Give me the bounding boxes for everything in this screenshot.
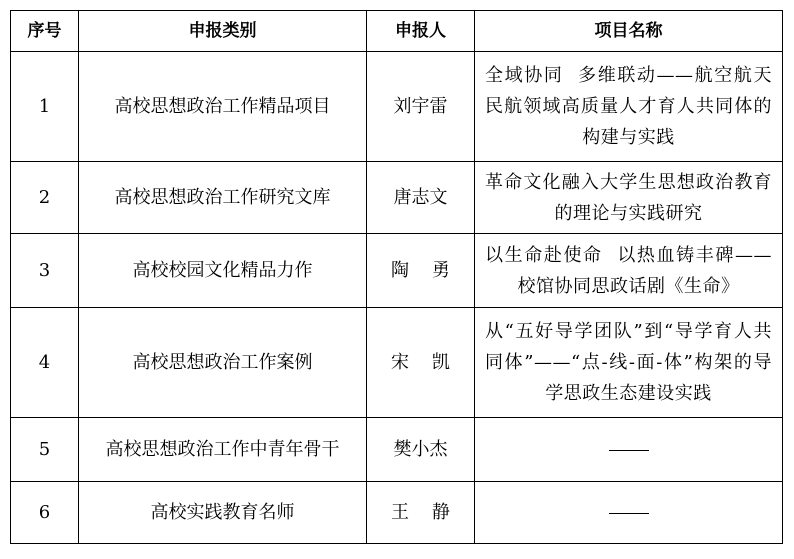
row-category: 高校思想政治工作案例 <box>79 308 367 418</box>
empty-dash <box>609 513 649 514</box>
row-index: 1 <box>11 52 79 162</box>
row-index: 6 <box>11 482 79 544</box>
row-project: 革命文化融入大学生思想政治教育的理论与实践研究 <box>475 162 783 234</box>
row-applicant: 樊小杰 <box>367 418 475 482</box>
header-project: 项目名称 <box>475 11 783 52</box>
row-category: 高校思想政治工作中青年骨干 <box>79 418 367 482</box>
table-row <box>11 162 783 234</box>
row-category: 高校实践教育名师 <box>79 482 367 544</box>
row-applicant: 宋 凯 <box>367 308 475 418</box>
row-applicant: 刘宇雷 <box>367 52 475 162</box>
header-index: 序号 <box>11 11 79 52</box>
table-row <box>11 234 783 308</box>
table-row <box>11 52 783 162</box>
award-table <box>10 10 783 544</box>
row-index: 5 <box>11 418 79 482</box>
row-category: 高校校园文化精品力作 <box>79 234 367 308</box>
row-project: 从“五好导学团队”到“导学育人共同体”——“点-线-面-体”构架的导学思政生态建设实践 <box>475 308 783 418</box>
row-project: 全域协同 多维联动——航空航天民航领域高质量人才育人共同体的构建与实践 <box>475 52 783 162</box>
row-applicant: 唐志文 <box>367 162 475 234</box>
table-row <box>11 482 783 544</box>
row-index: 3 <box>11 234 79 308</box>
empty-dash <box>609 450 649 451</box>
row-category: 高校思想政治工作研究文库 <box>79 162 367 234</box>
row-project: 以生命赴使命 以热血铸丰碑——校馆协同思政话剧《生命》 <box>475 234 783 308</box>
header-applicant: 申报人 <box>367 11 475 52</box>
row-project-empty <box>475 418 783 482</box>
header-category: 申报类别 <box>79 11 367 52</box>
row-project-empty <box>475 482 783 544</box>
row-applicant: 陶 勇 <box>367 234 475 308</box>
row-index: 4 <box>11 308 79 418</box>
row-applicant: 王 静 <box>367 482 475 544</box>
header-row <box>11 11 783 52</box>
row-index: 2 <box>11 162 79 234</box>
table-row <box>11 308 783 418</box>
table-row <box>11 418 783 482</box>
row-category: 高校思想政治工作精品项目 <box>79 52 367 162</box>
